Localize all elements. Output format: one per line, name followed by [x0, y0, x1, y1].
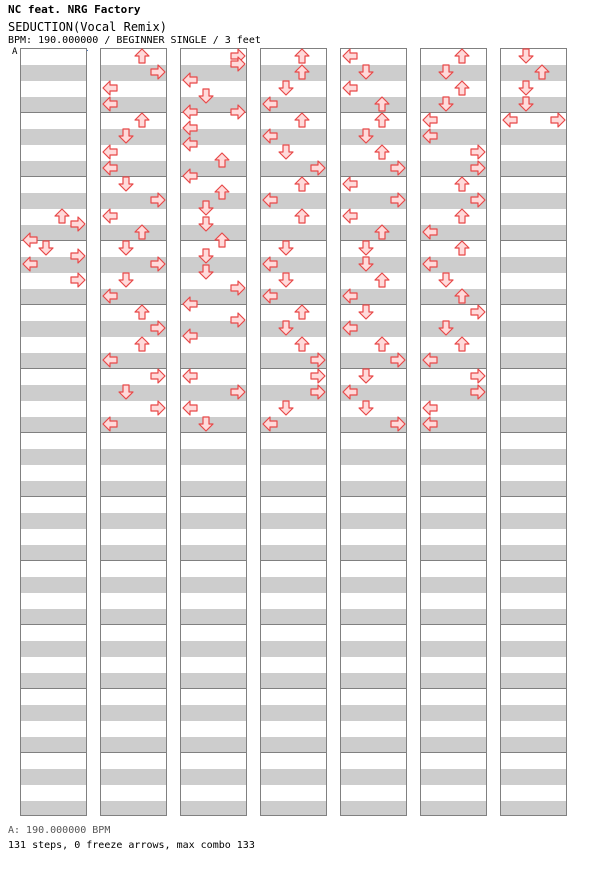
- right-arrow-icon: [470, 384, 486, 400]
- measure-line: [21, 304, 86, 305]
- up-arrow-icon: [454, 208, 470, 224]
- measure-line: [501, 304, 566, 305]
- right-arrow-icon: [230, 56, 246, 72]
- right-arrow-icon: [230, 104, 246, 120]
- measure-line: [101, 752, 166, 753]
- down-arrow-icon: [118, 272, 134, 288]
- down-arrow-icon: [358, 256, 374, 272]
- measure-line: [181, 560, 246, 561]
- down-arrow-icon: [278, 272, 294, 288]
- right-arrow-icon: [230, 312, 246, 328]
- right-arrow-icon: [390, 416, 406, 432]
- right-arrow-icon: [390, 160, 406, 176]
- left-arrow-icon: [342, 384, 358, 400]
- left-arrow-icon: [422, 112, 438, 128]
- measure-line: [501, 688, 566, 689]
- down-arrow-icon: [198, 264, 214, 280]
- up-arrow-icon: [54, 208, 70, 224]
- chart-column: [420, 48, 487, 816]
- measure-line: [21, 112, 86, 113]
- up-arrow-icon: [374, 112, 390, 128]
- left-arrow-icon: [102, 96, 118, 112]
- up-arrow-icon: [134, 112, 150, 128]
- up-arrow-icon: [374, 224, 390, 240]
- left-arrow-icon: [422, 128, 438, 144]
- left-arrow-icon: [262, 288, 278, 304]
- down-arrow-icon: [198, 88, 214, 104]
- measure-line: [341, 624, 406, 625]
- left-arrow-icon: [102, 144, 118, 160]
- left-arrow-icon: [182, 368, 198, 384]
- right-arrow-icon: [230, 280, 246, 296]
- right-arrow-icon: [230, 384, 246, 400]
- measure-line: [21, 496, 86, 497]
- chart-column: [20, 48, 87, 816]
- left-arrow-icon: [262, 192, 278, 208]
- measure-line: [261, 752, 326, 753]
- chart-info: BPM: 190.000000 / BEGINNER SINGLE / 3 feet: [8, 35, 261, 46]
- left-arrow-icon: [182, 168, 198, 184]
- down-arrow-icon: [358, 64, 374, 80]
- chart-column: [180, 48, 247, 816]
- up-arrow-icon: [214, 232, 230, 248]
- left-arrow-icon: [102, 352, 118, 368]
- down-arrow-icon: [278, 400, 294, 416]
- right-arrow-icon: [150, 368, 166, 384]
- down-arrow-icon: [438, 96, 454, 112]
- measure-line: [261, 432, 326, 433]
- left-arrow-icon: [342, 48, 358, 64]
- measure-line: [501, 240, 566, 241]
- right-arrow-icon: [390, 192, 406, 208]
- down-arrow-icon: [278, 320, 294, 336]
- down-arrow-icon: [118, 128, 134, 144]
- measure-line: [341, 688, 406, 689]
- left-arrow-icon: [102, 288, 118, 304]
- right-arrow-icon: [150, 192, 166, 208]
- measure-line: [21, 560, 86, 561]
- down-arrow-icon: [358, 304, 374, 320]
- down-arrow-icon: [278, 80, 294, 96]
- left-arrow-icon: [342, 176, 358, 192]
- up-arrow-icon: [294, 176, 310, 192]
- down-arrow-icon: [358, 400, 374, 416]
- left-arrow-icon: [182, 328, 198, 344]
- measure-line: [261, 624, 326, 625]
- right-arrow-icon: [150, 256, 166, 272]
- up-arrow-icon: [454, 288, 470, 304]
- left-arrow-icon: [342, 288, 358, 304]
- right-arrow-icon: [470, 160, 486, 176]
- up-arrow-icon: [214, 184, 230, 200]
- measure-line: [421, 752, 486, 753]
- up-arrow-icon: [214, 152, 230, 168]
- measure-line: [21, 752, 86, 753]
- up-arrow-icon: [454, 336, 470, 352]
- up-arrow-icon: [134, 336, 150, 352]
- right-arrow-icon: [70, 248, 86, 264]
- right-arrow-icon: [470, 368, 486, 384]
- down-arrow-icon: [438, 320, 454, 336]
- up-arrow-icon: [454, 48, 470, 64]
- down-arrow-icon: [438, 64, 454, 80]
- up-arrow-icon: [374, 144, 390, 160]
- up-arrow-icon: [134, 48, 150, 64]
- right-arrow-icon: [310, 384, 326, 400]
- right-arrow-icon: [310, 368, 326, 384]
- measure-line: [501, 496, 566, 497]
- chart-column: [100, 48, 167, 816]
- right-arrow-icon: [150, 400, 166, 416]
- measure-line: [21, 624, 86, 625]
- down-arrow-icon: [358, 240, 374, 256]
- left-arrow-icon: [262, 416, 278, 432]
- left-arrow-icon: [102, 208, 118, 224]
- measure-line: [101, 688, 166, 689]
- right-arrow-icon: [70, 216, 86, 232]
- song-artist: NC feat. NRG Factory: [8, 3, 141, 16]
- left-arrow-icon: [22, 232, 38, 248]
- measure-line: [501, 432, 566, 433]
- measure-line: [341, 752, 406, 753]
- left-arrow-icon: [422, 256, 438, 272]
- measure-line: [501, 176, 566, 177]
- right-arrow-icon: [310, 352, 326, 368]
- left-arrow-icon: [182, 400, 198, 416]
- down-arrow-icon: [198, 200, 214, 216]
- left-arrow-icon: [182, 296, 198, 312]
- measure-line: [421, 624, 486, 625]
- down-arrow-icon: [518, 80, 534, 96]
- down-arrow-icon: [198, 248, 214, 264]
- right-arrow-icon: [470, 304, 486, 320]
- down-arrow-icon: [278, 240, 294, 256]
- song-title: SEDUCTION(Vocal Remix): [8, 20, 167, 34]
- measure-line: [261, 496, 326, 497]
- measure-line: [21, 368, 86, 369]
- up-arrow-icon: [534, 64, 550, 80]
- measure-line: [341, 496, 406, 497]
- down-arrow-icon: [358, 128, 374, 144]
- measure-line: [501, 560, 566, 561]
- left-arrow-icon: [182, 104, 198, 120]
- left-arrow-icon: [182, 72, 198, 88]
- measure-line: [341, 560, 406, 561]
- up-arrow-icon: [294, 64, 310, 80]
- measure-line: [181, 624, 246, 625]
- down-arrow-icon: [518, 48, 534, 64]
- down-arrow-icon: [118, 384, 134, 400]
- down-arrow-icon: [198, 216, 214, 232]
- up-arrow-icon: [294, 112, 310, 128]
- measure-line: [181, 432, 246, 433]
- measure-line: [421, 432, 486, 433]
- down-arrow-icon: [118, 240, 134, 256]
- left-arrow-icon: [262, 128, 278, 144]
- measure-line: [21, 688, 86, 689]
- right-arrow-icon: [150, 320, 166, 336]
- up-arrow-icon: [374, 96, 390, 112]
- right-arrow-icon: [70, 272, 86, 288]
- down-arrow-icon: [278, 144, 294, 160]
- up-arrow-icon: [134, 224, 150, 240]
- left-arrow-icon: [422, 352, 438, 368]
- measure-line: [421, 496, 486, 497]
- chart-column: [260, 48, 327, 816]
- bpm-legend: A: 190.000000 BPM: [8, 825, 111, 836]
- measure-line: [181, 688, 246, 689]
- left-arrow-icon: [182, 136, 198, 152]
- measure-line: [101, 560, 166, 561]
- left-arrow-icon: [262, 96, 278, 112]
- up-arrow-icon: [294, 304, 310, 320]
- measure-line: [501, 752, 566, 753]
- down-arrow-icon: [358, 368, 374, 384]
- up-arrow-icon: [454, 176, 470, 192]
- up-arrow-icon: [374, 272, 390, 288]
- left-arrow-icon: [102, 160, 118, 176]
- chart-column: [340, 48, 407, 816]
- left-arrow-icon: [342, 80, 358, 96]
- measure-line: [341, 432, 406, 433]
- measure-line: [501, 624, 566, 625]
- measure-line: [421, 688, 486, 689]
- measure-line: [181, 496, 246, 497]
- left-arrow-icon: [262, 256, 278, 272]
- left-arrow-icon: [102, 416, 118, 432]
- measure-line: [101, 624, 166, 625]
- left-arrow-icon: [422, 224, 438, 240]
- right-arrow-icon: [390, 352, 406, 368]
- up-arrow-icon: [294, 48, 310, 64]
- right-arrow-icon: [470, 192, 486, 208]
- measure-line: [21, 176, 86, 177]
- measure-line: [21, 432, 86, 433]
- measure-line: [261, 688, 326, 689]
- down-arrow-icon: [198, 416, 214, 432]
- right-arrow-icon: [150, 64, 166, 80]
- bpm-marker-label: A: [12, 47, 18, 57]
- right-arrow-icon: [470, 144, 486, 160]
- measure-line: [421, 560, 486, 561]
- up-arrow-icon: [454, 240, 470, 256]
- right-arrow-icon: [310, 160, 326, 176]
- chart-column: [500, 48, 567, 816]
- up-arrow-icon: [294, 336, 310, 352]
- left-arrow-icon: [22, 256, 38, 272]
- left-arrow-icon: [422, 416, 438, 432]
- measure-line: [261, 560, 326, 561]
- step-stats: 131 steps, 0 freeze arrows, max combo 133: [8, 840, 255, 851]
- measure-line: [501, 368, 566, 369]
- down-arrow-icon: [518, 96, 534, 112]
- left-arrow-icon: [502, 112, 518, 128]
- left-arrow-icon: [102, 80, 118, 96]
- down-arrow-icon: [438, 272, 454, 288]
- left-arrow-icon: [342, 208, 358, 224]
- left-arrow-icon: [342, 320, 358, 336]
- left-arrow-icon: [422, 400, 438, 416]
- down-arrow-icon: [38, 240, 54, 256]
- measure-line: [101, 432, 166, 433]
- up-arrow-icon: [374, 336, 390, 352]
- up-arrow-icon: [294, 208, 310, 224]
- down-arrow-icon: [118, 176, 134, 192]
- measure-line: [101, 496, 166, 497]
- right-arrow-icon: [550, 112, 566, 128]
- left-arrow-icon: [182, 120, 198, 136]
- up-arrow-icon: [134, 304, 150, 320]
- measure-line: [181, 752, 246, 753]
- up-arrow-icon: [454, 80, 470, 96]
